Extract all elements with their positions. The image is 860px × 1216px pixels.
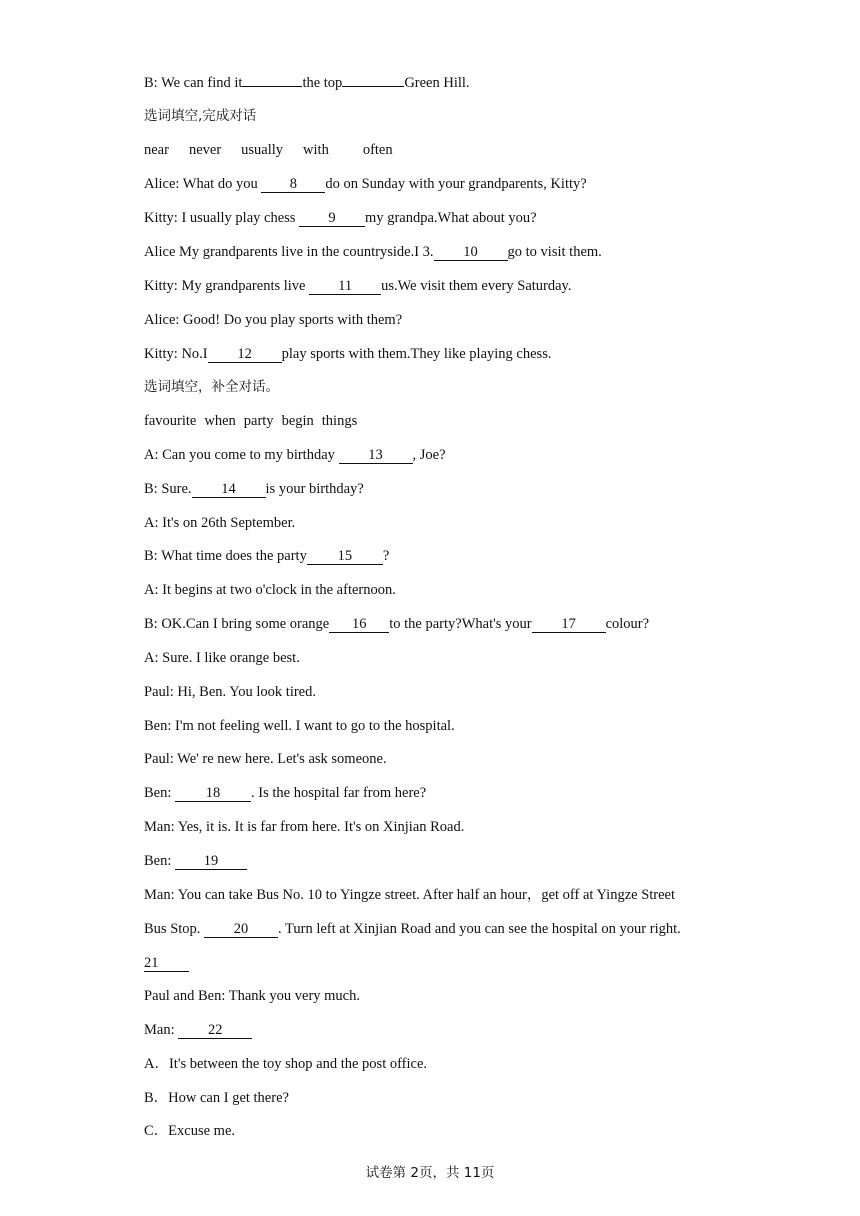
dialogue-line: A: Sure. I like orange best. [144,650,300,666]
word-bank [144,141,413,159]
answer-blank[interactable] [342,86,404,87]
answer-blank[interactable]: 10 [434,245,508,261]
section-heading: 选词填空，补全对话。 [144,379,279,395]
word-bank-item: near [144,142,169,158]
dialogue-line: Man: You can take Bus No. 10 to Yingze street. After half an hour，get off at Yingze Street [144,887,676,903]
word-bank-item: party [243,413,274,429]
option-a: A．It's between the toy shop and the post office. [144,1056,428,1072]
section-heading: 选词填空,完成对话 [144,108,257,124]
answer-blank[interactable]: 18 [175,786,251,802]
dialogue-line: B: Sure. 14 is your birthday? [144,481,364,497]
answer-blank[interactable]: 12 [208,347,282,363]
dialogue-line: Paul: We' re new here. Let's ask someone. [144,751,387,767]
answer-blank[interactable]: 9 [299,211,365,227]
word-bank-item: when [204,413,236,429]
option-b: B．How can I get there? [144,1090,289,1106]
answer-blank[interactable]: 13 [339,448,413,464]
answer-blank[interactable]: 16 [329,617,389,633]
word-bank-item: often [362,142,393,158]
answer-blank[interactable]: 8 [261,177,325,193]
dialogue-line: Kitty: I usually play chess 9 my grandpa.What about you? [144,210,537,226]
answer-blank[interactable]: 14 [192,482,266,498]
answer-blank[interactable] [242,86,302,87]
word-bank-item: usually [241,142,284,158]
word-bank-item: begin [281,413,314,429]
dialogue-line: B: What time does the party 15 ? [144,548,390,564]
dialogue-line: Kitty: My grandparents live 11 us.We visit them every Saturday. [144,278,572,294]
answer-blank[interactable]: 15 [307,549,383,565]
word-bank-item: favourite [144,413,197,429]
answer-blank[interactable]: 17 [532,617,606,633]
dialogue-line: A: Can you come to my birthday 13 , Joe? [144,447,446,463]
answer-blank[interactable]: 22 [178,1023,252,1039]
word-bank-item: with [303,142,329,158]
dialogue-line: A: It's on 26th September. [144,515,296,531]
dialogue-line: Ben: I'm not feeling well. I want to go to the hospital. [144,718,455,734]
dialogue-line: Kitty: No.I 12 play sports with them.They like playing chess. [144,346,552,362]
dialogue-line: Man: Yes, it is. It is far from here. It's on Xinjian Road. [144,819,465,835]
dialogue-line [144,954,189,972]
dialogue-line: Man: 22 [144,1021,252,1039]
word-bank-item: things [321,413,358,429]
answer-blank[interactable]: 19 [175,854,247,870]
dialogue-line: Bus Stop. 20 . Turn left at Xinjian Road and you can see the hospital on your right. [144,921,681,937]
dialogue-line: Alice: What do you 8 do on Sunday with your grandparents, Kitty? [144,176,587,192]
word-bank [144,412,357,430]
dialogue-line: Ben: 19 [144,852,247,870]
dialogue-line: Paul and Ben: Thank you very much. [144,988,360,1004]
dialogue-line: B: OK.Can I bring some orange 16 to the party?What's your 17 colour? [144,616,650,632]
dialogue-line: A: It begins at two o'clock in the afternoon. [144,582,396,598]
dialogue-line: Alice My grandparents live in the countryside.I 3. 10 go to visit them. [144,244,602,260]
dialogue-line: Ben: 18 . Is the hospital far from here? [144,785,427,801]
dialogue-line: Alice: Good! Do you play sports with them? [144,312,403,328]
page-footer: 试卷第 2页，共 11页 [365,1165,495,1181]
word-bank-item: never [188,142,222,158]
answer-blank[interactable]: 20 [204,922,278,938]
dialogue-line: Paul: Hi, Ben. You look tired. [144,684,316,700]
answer-blank[interactable]: 11 [309,279,381,295]
option-c: C．Excuse me. [144,1123,236,1139]
answer-blank[interactable]: 21 [144,956,189,972]
dialogue-line: B: We can find it the top Green Hill. [144,75,470,91]
